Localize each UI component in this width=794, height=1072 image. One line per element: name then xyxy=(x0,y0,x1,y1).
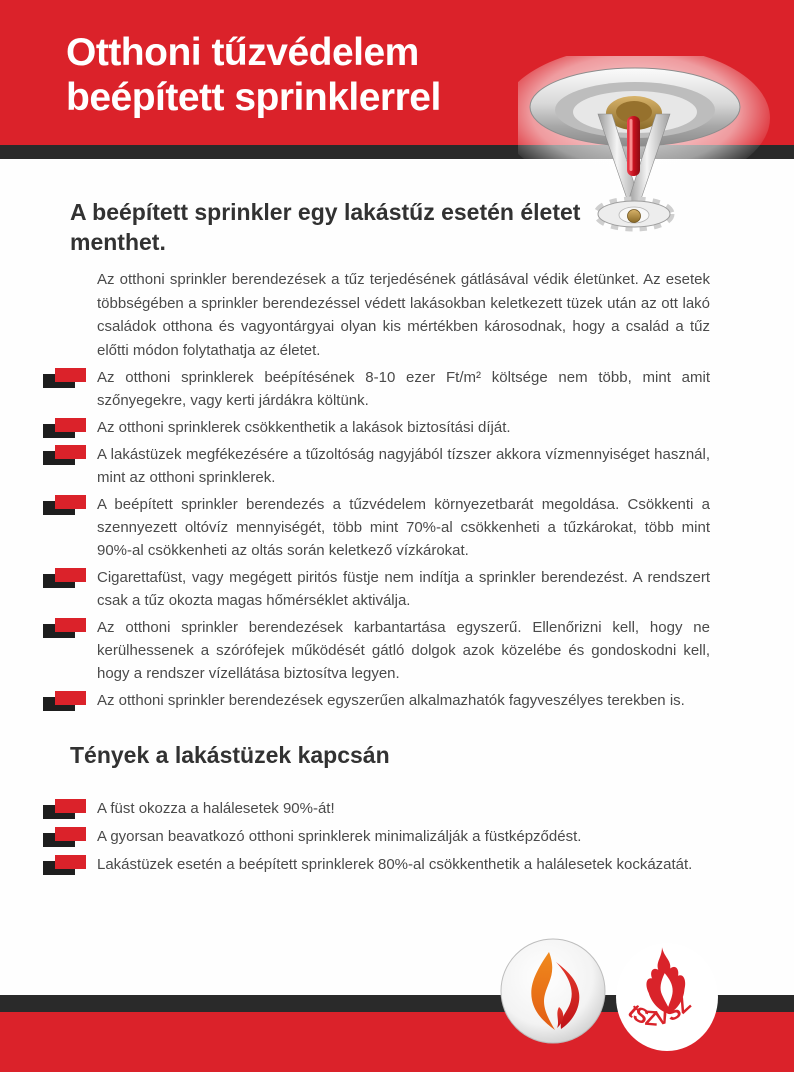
list-item-text: Az otthoni sprinklerek csökkenthetik a lakások biztosítási díját. xyxy=(97,419,511,436)
tszvsz-logo-text: tSZVSZ xyxy=(623,992,696,1031)
content-area xyxy=(0,159,794,881)
page-title-line-1: Otthoni tűzvédelem xyxy=(66,31,419,74)
brick-bullet-icon xyxy=(43,368,87,388)
list-item xyxy=(43,853,710,876)
list-item-text: Az otthoni sprinklerek beépítésének 8-10 ezer Ft/m² költsége nem több, mint amit szőnyegekre, vagy kerti járdákra költünk. xyxy=(97,369,710,409)
list-item xyxy=(43,797,710,820)
page-title-line-2: beépített sprinklerrel xyxy=(66,76,441,119)
benefits-heading: A beépített sprinkler egy lakástűz esetén életet menthet. xyxy=(70,199,581,255)
brick-bullet-icon xyxy=(43,618,87,638)
list-item-text: A füst okozza a halálesetek 90%-át! xyxy=(97,800,335,817)
list-item xyxy=(43,443,710,489)
facts-list xyxy=(43,797,710,876)
list-item xyxy=(43,825,710,848)
benefits-list xyxy=(43,366,710,712)
brick-bullet-icon xyxy=(43,495,87,515)
brick-bullet-icon xyxy=(43,855,87,875)
brick-bullet-icon xyxy=(43,827,87,847)
list-item xyxy=(43,493,710,562)
fire-sprinkler-icon xyxy=(518,56,794,242)
brick-bullet-icon xyxy=(43,691,87,711)
flame-sphere-logo xyxy=(499,937,607,1045)
list-item-text: Az otthoni sprinkler berendezések karbantartása egyszerű. Ellenőrizni kell, hogy ne kerülhessenek a szórófejek működését gátló dolgok azok közelébe és gondoskodni kell, hogy a rendszer vízellátása biztosítva legyen. xyxy=(97,619,710,682)
list-item xyxy=(43,366,710,412)
brick-bullet-icon xyxy=(43,568,87,588)
page-title xyxy=(66,30,441,120)
list-item-text: Lakástüzek esetén a beépített sprinklerek 80%-al csökkenthetik a halálesetek kockázatát. xyxy=(97,856,693,873)
tszvsz-logo xyxy=(615,939,721,1051)
list-item-text: Cigarettafüst, vagy megégett piritós füstje nem indítja a sprinkler berendezést. A rendszert csak a tűz okozta magas hőmérséklet aktiválja. xyxy=(97,569,710,609)
list-item xyxy=(43,416,710,439)
intro-paragraph: Az otthoni sprinkler berendezések a tűz terjedésének gátlásával védik életünket. Az esetek többségében a sprinkler berendezéssel védett lakásokban keletkezett tüzek után az ott lakó családok otthona és vagyontárgyai olyan kis mértékben károsodnak, hogy a család a tűz előtti módon folytathatja az életet. xyxy=(97,271,710,359)
brick-bullet-icon xyxy=(43,445,87,465)
list-item xyxy=(43,566,710,612)
list-item-text: Az otthoni sprinkler berendezések egyszerűen alkalmazhatók fagyveszélyes terekben is. xyxy=(97,692,685,709)
list-item xyxy=(43,689,710,712)
brick-bullet-icon xyxy=(43,799,87,819)
list-item-text: A gyorsan beavatkozó otthoni sprinklerek minimalizálják a füstképződést. xyxy=(97,828,582,845)
facts-heading: Tények a lakástüzek kapcsán xyxy=(70,742,390,768)
brick-bullet-icon xyxy=(43,418,87,438)
list-item xyxy=(43,616,710,685)
list-item-text: A lakástüzek megfékezésére a tűzoltóság nagyjából tízszer akkora vízmennyiséget használ, mint az otthoni sprinklerek. xyxy=(97,446,710,486)
list-item-text: A beépített sprinkler berendezés a tűzvédelem környezetbarát megoldása. Csökkenti a szennyezett oltóvíz mennyiségét, több mint 70%-al csökkenheti a tűzkárokat, több mint 90%-al csökkenheti az oltás során keletkező vízkárokat. xyxy=(97,496,710,559)
